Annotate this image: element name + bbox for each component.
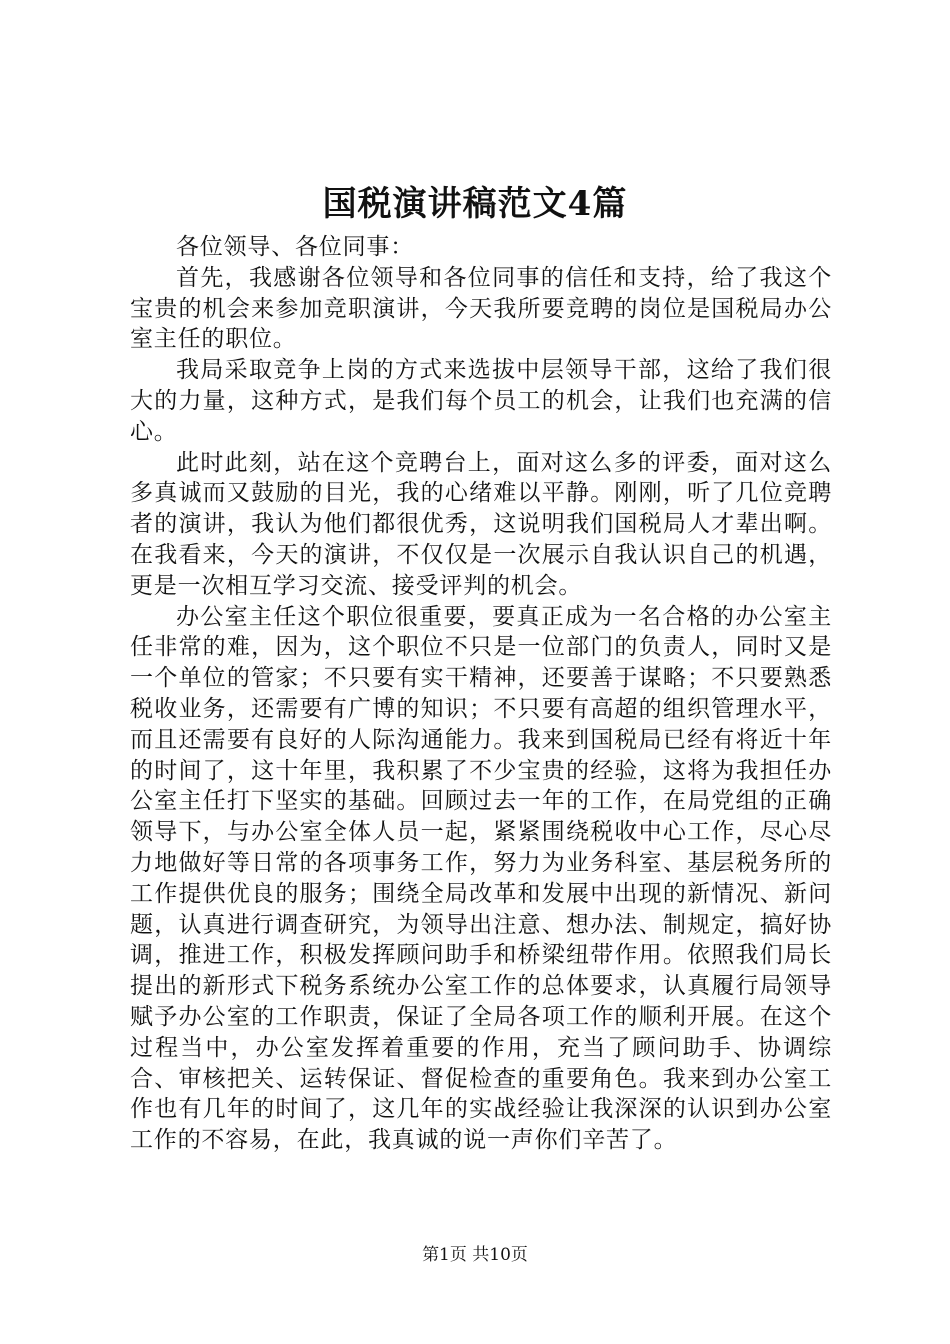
document-title: 国税演讲稿范文4篇 bbox=[322, 184, 628, 224]
document-body bbox=[130, 232, 832, 1156]
paragraph: 办公室主任这个职位很重要，要真正成为一名合格的办公室主任非常的难，因为，这个职位不只是一位部门的负责人，同时又是一个单位的管家；不只要有实干精神，还要善于谋略；不只要熟悉税收业务，还需要有广博的知识；不只要有高超的组织管理水平，而且还需要有良好的人际沟通能力。我来到国税局已经有将近十年的时间了，这十年里，我积累了不少宝贵的经验，这将为我担任办公室主任打下坚实的基础。回顾过去一年的工作，在局党组的正确领导下，与办公室全体人员一起，紧紧围绕税收中心工作，尽心尽力地做好等日常的各项事务工作，努力为业务科室、基层税务所的工作提供优良的服务；围绕全局改革和发展中出现的新情况、新问题，认真进行调查研究，为领导出注意、想办法、制规定，搞好协调，推进工作，积极发挥顾问助手和桥梁纽带作用。依照我们局长提出的新形式下税务系统办公室工作的总体要求，认真履行局领导赋予办公室的工作职责，保证了全局各项工作的顺利开展。在这个过程当中，办公室发挥着重要的作用，充当了顾问助手、协调综合、审核把关、运转保证、督促检查的重要角色。我来到办公室工作也有几年的时间了，这几年的实战经验让我深深的认识到办公室工作的不容易，在此，我真诚的说一声你们辛苦了。 bbox=[130, 603, 832, 1154]
paragraph: 此时此刻，站在这个竞聘台上，面对这么多的评委，面对这么多真诚而又鼓励的目光，我的心绪难以平静。刚刚，听了几位竞聘者的演讲，我认为他们都很优秀，这说明我们国税局人才辈出啊。在我看来，今天的演讲，不仅仅是一次展示自我认识自己的机遇，更是一次相互学习交流、接受评判的机会。 bbox=[130, 449, 832, 599]
paragraph: 我局采取竞争上岗的方式来选拔中层领导干部，这给了我们很大的力量，这种方式，是我们每个员工的机会，让我们也充满的信心。 bbox=[130, 357, 832, 445]
page-number-footer: 第1页 共10页 bbox=[422, 1245, 528, 1265]
paragraph: 首先，我感谢各位领导和各位同事的信任和支持，给了我这个宝贵的机会来参加竞职演讲，今天我所要竞聘的岗位是国税局办公室主任的职位。 bbox=[130, 264, 832, 353]
paragraph-salutation: 各位领导、各位同事： bbox=[176, 234, 414, 260]
